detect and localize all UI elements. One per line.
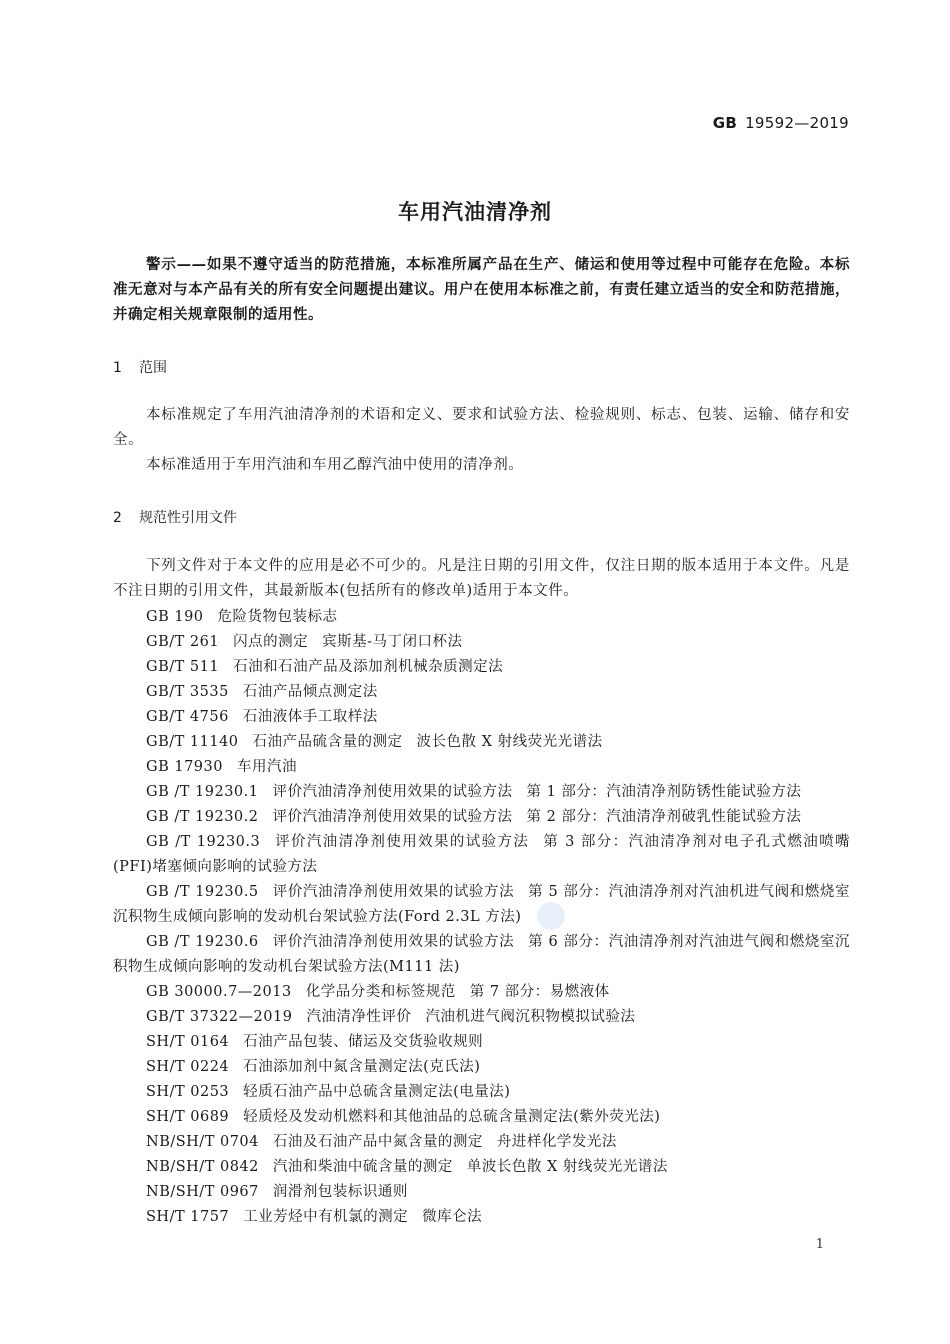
- reference-item: [113, 1080, 850, 1105]
- reference-code: GB /T 19230.1: [146, 784, 259, 800]
- reference-code: NB/SH/T 0842: [146, 1159, 259, 1175]
- reference-title: 评价汽油清净剂使用效果的试验方法: [272, 934, 515, 950]
- reference-title: 轻质烃及发动机燃料和其他油品的总硫含量测定法(紫外荧光法): [243, 1109, 661, 1125]
- reference-code: SH/T 0689: [146, 1109, 230, 1125]
- reference-code: GB /T 19230.5: [146, 884, 259, 900]
- reference-subtitle: 波长色散 X 射线荧光光谱法: [416, 734, 603, 750]
- reference-title: 闪点的测定: [233, 634, 309, 650]
- reference-title: 润滑剂包装标识通则: [272, 1184, 408, 1200]
- reference-code: GB /T 19230.2: [146, 809, 259, 825]
- reference-item: [113, 705, 850, 730]
- reference-code: SH/T 1757: [146, 1209, 230, 1225]
- warning-paragraph: 警示——如果不遵守适当的防范措施，本标准所属产品在生产、储运和使用等过程中可能存在危险。本标准无意对与本产品有关的所有安全问题提出建议。用户在使用本标准之前，有责任建立适当的安全和防范措施，并确定相关规章限制的适用性。: [113, 257, 850, 323]
- reference-item: [113, 730, 850, 755]
- page-title: 车用汽油清净剂: [398, 200, 552, 224]
- reference-item: [113, 805, 850, 830]
- reference-code: GB/T 261: [146, 634, 220, 650]
- scan-mark: [537, 902, 565, 930]
- reference-subtitle: 第 3 部分：汽油清净剂对电子孔式燃油喷嘴(PFI)堵塞倾向影响的试验方法: [113, 834, 850, 875]
- reference-title: 石油产品倾点测定法: [242, 684, 378, 700]
- reference-code: GB/T 4756: [146, 709, 229, 725]
- reference-subtitle: 第 6 部分：汽油清净剂对汽油进气阀和燃烧室沉积物生成倾向影响的发动机台架试验方法(M111 法): [113, 934, 850, 975]
- section-1-heading: [113, 357, 167, 377]
- reference-item: [113, 1030, 850, 1055]
- reference-subtitle: 汽油机进气阀沉积物模拟试验法: [425, 1009, 636, 1025]
- reference-title: 石油和石油产品及添加剂机械杂质测定法: [233, 659, 504, 675]
- reference-title: 石油产品硫含量的测定: [252, 734, 403, 750]
- reference-item: [113, 1105, 850, 1130]
- reference-code: GB/T 3535: [146, 684, 229, 700]
- reference-title: 石油及石油产品中氮含量的测定: [272, 1134, 483, 1150]
- reference-code: GB /T 19230.3: [146, 834, 261, 850]
- reference-item: [113, 655, 850, 680]
- reference-title: 石油添加剂中氮含量测定法(克氏法): [243, 1059, 481, 1075]
- reference-code: GB 17930: [146, 759, 223, 775]
- reference-code: NB/SH/T 0704: [146, 1134, 259, 1150]
- reference-title: 危险货物包装标志: [217, 609, 338, 625]
- reference-code: GB/T 511: [146, 659, 220, 675]
- reference-subtitle: 第 7 部分：易燃液体: [469, 984, 610, 1000]
- reference-list: [113, 605, 850, 1230]
- reference-item: [113, 930, 850, 980]
- reference-title: 汽油和柴油中硫含量的测定: [272, 1159, 453, 1175]
- reference-item: [113, 1180, 850, 1205]
- reference-title: 汽油清净性评价: [306, 1009, 412, 1025]
- reference-title: 石油液体手工取样法: [242, 709, 378, 725]
- reference-title: 评价汽油清净剂使用效果的试验方法: [272, 784, 513, 800]
- reference-title: 化学品分类和标签规范: [305, 984, 456, 1000]
- reference-title: 车用汽油: [236, 759, 297, 775]
- reference-item: [113, 1130, 850, 1155]
- standard-prefix: GB: [712, 114, 738, 132]
- reference-item: [113, 680, 850, 705]
- reference-item: [113, 605, 850, 630]
- reference-item: [113, 780, 850, 805]
- reference-code: GB 30000.7—2013: [146, 984, 292, 1000]
- reference-item: [113, 880, 850, 930]
- reference-title: 轻质石油产品中总硫含量测定法(电量法): [243, 1084, 511, 1100]
- reference-code: GB/T 11140: [146, 734, 239, 750]
- reference-item: [113, 980, 850, 1005]
- reference-title: 石油产品包装、储运及交货验收规则: [243, 1034, 484, 1050]
- reference-item: [113, 1155, 850, 1180]
- reference-code: GB /T 19230.6: [146, 934, 259, 950]
- reference-title: 评价汽油清净剂使用效果的试验方法: [272, 809, 513, 825]
- reference-subtitle: 微库仑法: [422, 1209, 483, 1225]
- reference-item: [113, 755, 850, 780]
- reference-title: 评价汽油清净剂使用效果的试验方法: [272, 884, 515, 900]
- reference-item: [113, 1005, 850, 1030]
- reference-item: [113, 1055, 850, 1080]
- reference-title: 工业芳烃中有机氯的测定: [243, 1209, 409, 1225]
- section-2-heading: [113, 507, 237, 527]
- reference-code: GB 190: [146, 609, 204, 625]
- page-number: 1: [815, 1237, 824, 1252]
- scope-paragraph-1: 本标准规定了车用汽油清净剂的术语和定义、要求和试验方法、检验规则、标志、包装、运输、储存和安全。: [113, 407, 850, 448]
- reference-code: NB/SH/T 0967: [146, 1184, 259, 1200]
- reference-item: [113, 830, 850, 880]
- standard-number: 19592—2019: [745, 114, 849, 132]
- reference-code: SH/T 0224: [146, 1059, 230, 1075]
- section-1-number: 1: [113, 360, 122, 376]
- reference-subtitle: 第 1 部分：汽油清净剂防锈性能试验方法: [526, 784, 802, 800]
- scope-paragraph-2: 本标准适用于车用汽油和车用乙醇汽油中使用的清净剂。: [146, 457, 524, 473]
- reference-subtitle: 舟进样化学发光法: [496, 1134, 617, 1150]
- reference-code: GB/T 37322—2019: [146, 1009, 293, 1025]
- reference-subtitle: 第 5 部分：汽油清净剂对汽油机进气阀和燃烧室沉积物生成倾向影响的发动机台架试验方法(Ford 2.3L 方法): [113, 884, 850, 925]
- references-intro: 下列文件对于本文件的应用是必不可少的。凡是注日期的引用文件，仅注日期的版本适用于本文件。凡是不注日期的引用文件，其最新版本(包括所有的修改单)适用于本文件。: [113, 558, 850, 599]
- standard-code: [713, 114, 849, 132]
- reference-item: [113, 630, 850, 655]
- reference-subtitle: 单波长色散 X 射线荧光光谱法: [466, 1159, 668, 1175]
- reference-title: 评价汽油清净剂使用效果的试验方法: [274, 834, 530, 850]
- reference-code: SH/T 0164: [146, 1034, 230, 1050]
- reference-subtitle: 宾斯基-马丁闭口杯法: [322, 634, 463, 650]
- reference-code: SH/T 0253: [146, 1084, 230, 1100]
- reference-item: [113, 1205, 850, 1230]
- section-2-number: 2: [113, 510, 122, 526]
- section-1-title: 范围: [139, 360, 167, 376]
- section-2-title: 规范性引用文件: [139, 510, 237, 526]
- reference-subtitle: 第 2 部分：汽油清净剂破乳性能试验方法: [526, 809, 802, 825]
